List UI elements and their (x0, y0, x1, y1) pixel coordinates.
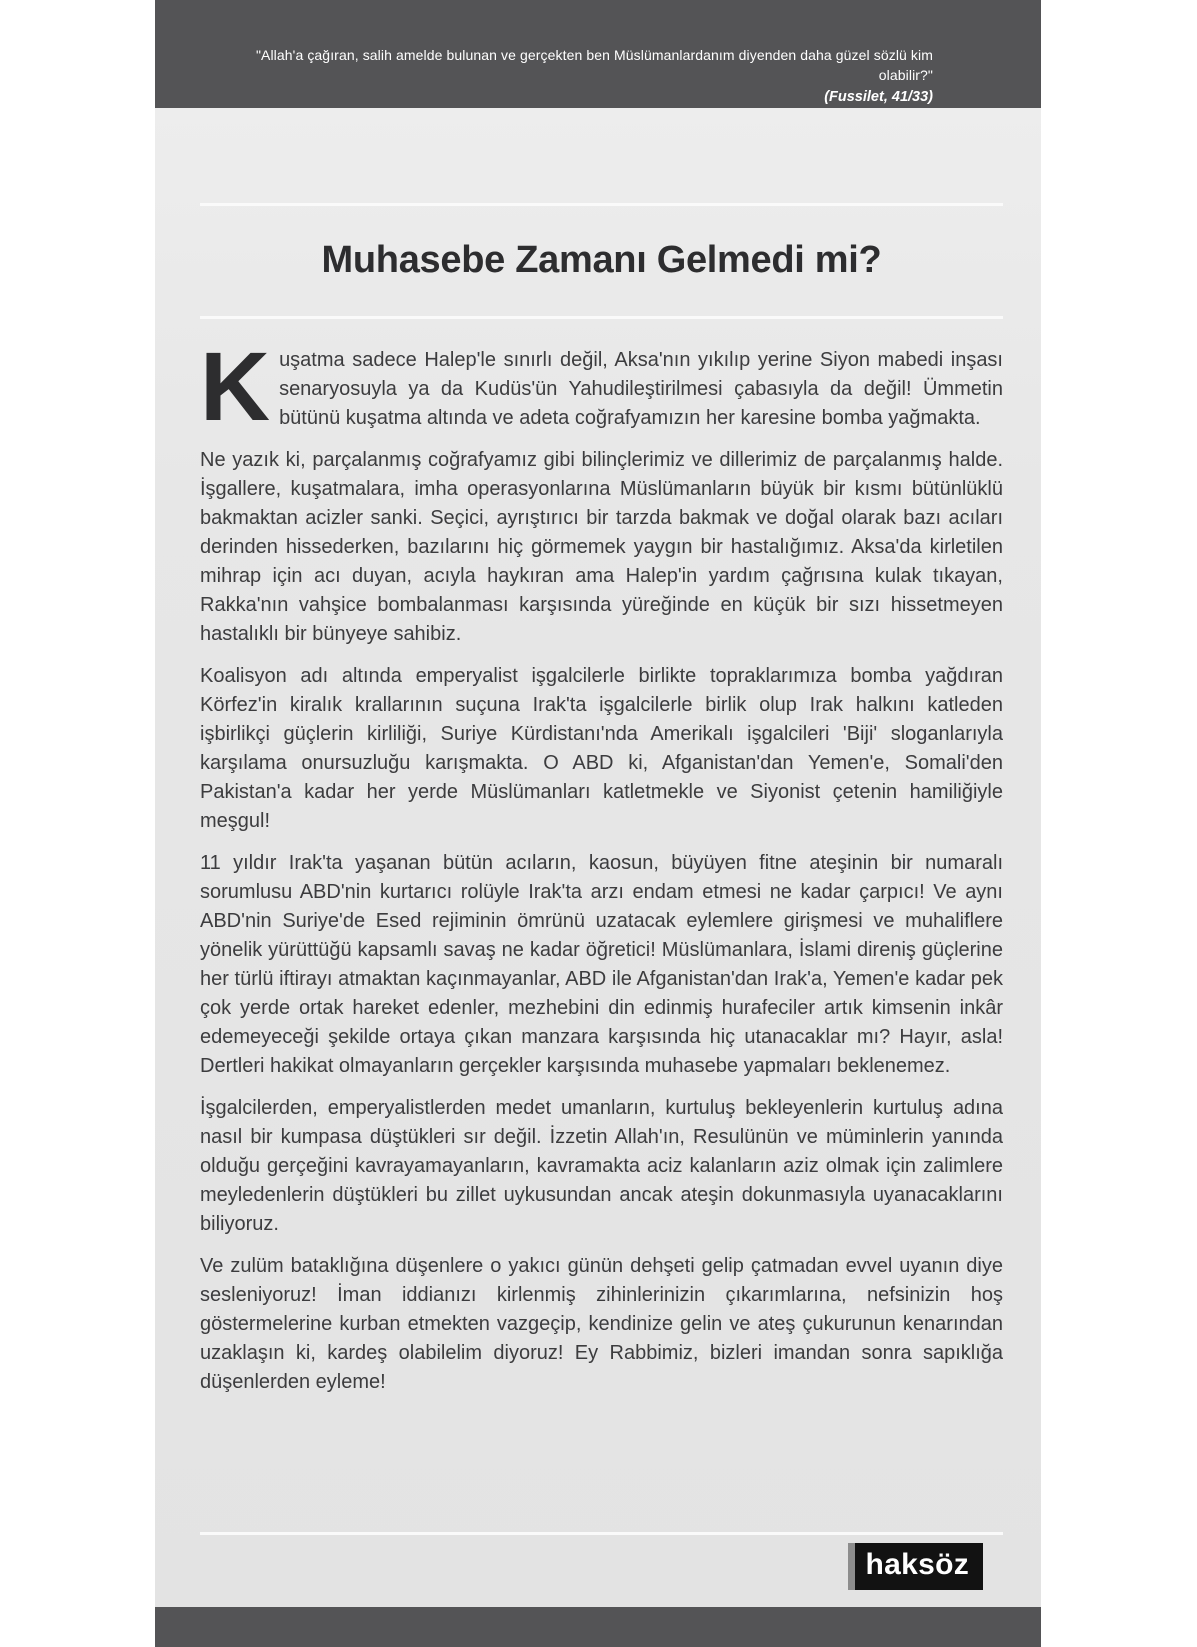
dropcap-letter: K (200, 332, 271, 441)
logo-accent-strip (848, 1543, 855, 1590)
paragraph-lead-text: uşatma sadece Halep'le sınırlı değil, Aksa'nın yıkılıp yerine Siyon mabedi inşası senaryosuyla ya da Kudüs'ün Yahudileştirilmesi çabasıyla da değil! Ümmetin bütünü kuşatma altında ve adeta coğrafyamızın her karesine bomba yağmakta. (279, 349, 1003, 429)
paragraph: Ne yazık ki, parçalanmış coğrafyamız gibi bilinçlerimiz ve dillerimiz de parçalanmış halde. İşgallere, kuşatmalara, imha operasyonlarına Müslümanların büyük bir kısmı bütünlüklü bakmaktan acizler sanki. Seçici, ayrıştırıcı bir tarzda bakmak ve doğal olarak bazı acıları derinden hissederken, bazılarını hiç görmemek yaygın bir hastalığımız. Aksa'da kirletilen mihrap için acı duyan, acıyla haykıran ama Halep'in yardım çağrısına kulak tıkayan, Rakka'nın vahşice bombalanması karşısında yüreğinde en küçük bir sızı hissetmeyen hastalıklı bir bünyeye sahibiz. (200, 449, 1003, 645)
header-quote-bar (155, 0, 1041, 108)
title-divider-bottom (200, 316, 1003, 319)
logo-row (200, 1543, 983, 1590)
quran-quote: "Allah'a çağıran, salih amelde bulunan ve gerçekten ben Müslümanlardanım diyenden daha güzel sözlü kim olabilir?" (255, 47, 933, 84)
footer-dark-bar (155, 1607, 1041, 1647)
footer-divider (200, 1532, 1003, 1535)
paragraph: 11 yıldır Irak'ta yaşanan bütün acıların, kaosun, büyüyen fitne ateşinin bir numaralı sorumlusu ABD'nin kurtarıcı rolüyle Irak'ta arzı endam etmesi ne kadar çarpıcı! Ve aynı ABD'nin Suriye'de Esed rejiminin ömrünü uzatacak eylemlere girişmesi ve muhaliflere yönelik yürüttüğü kapsamlı savaş ne kadar öğretici! Müslümanlara, İslami direniş güçlerine her türlü iftirayı atmaktan kaçınmayanlar, ABD ile Afganistan'dan Irak'a, Yemen'e kadar pek çok yerde ortak hareket edenler, mezhebini din edinmiş hurafeciler artık kimsenin inkâr edemeyeceği şekilde ortaya çıkan manzara karşısında hiç utanacaklar mı? Hayır, asla! Dertleri hakikat olmayanların gerçekler karşısında muhasebe yapmaları beklenemez. (200, 852, 1003, 1077)
quote-reference: (Fussilet, 41/33) (824, 88, 933, 105)
article-title: Muhasebe Zamanı Gelmedi mi? (321, 239, 882, 281)
page-footer (200, 1532, 1003, 1590)
paragraph: Koalisyon adı altında emperyalist işgalcilerle birlikte topraklarımıza bomba yağdıran Körfez'in kiralık krallarının suçuna Irak'ta işgalcilerle birlik olup Irak halkını katleden işbirlikçi güçlerin kirliliği, Suriye Kürdistanı'nda Amerikalı işgalcileri 'Biji' sloganlarıyla karşılama onursuzluğu karışmakta. O ABD ki, Afganistan'dan Yemen'e, Somali'den Pakistan'a kadar her yerde Müslümanları katletmekle ve Siyonist çetenin hamiliğiyle meşgul! (200, 665, 1003, 832)
paragraph: Ve zulüm bataklığına düşenlere o yakıcı günün dehşeti gelip çatmadan evvel uyanın diye sesleniyoruz! İman iddianızı kirlenmiş zihinlerinizin çıkarımlarına, nefsinizin hoş göstermelerine kurban etmekten vazgeçip, kendinize gelin ve ateş çukurunun kenarından uzaklaşın ki, kardeş olabilelim diyoruz! Ey Rabbimiz, bizleri imandan sonra sapıklığa düşenlerden eyleme! (200, 1255, 1003, 1393)
article-body (200, 332, 1003, 1410)
logo-text: haksöz (865, 1547, 969, 1581)
title-divider-top (200, 203, 1003, 206)
magazine-page (155, 0, 1041, 1647)
haksoz-logo (848, 1543, 983, 1590)
paragraph: İşgalcilerden, emperyalistlerden medet umanların, kurtuluş bekleyenlerin kurtuluş adına nasıl bir kumpasa düştükleri sır değil. İzzetin Allah'ın, Resulünün ve müminlerin yanında olduğu gerçeğini kavrayamayanların, kavramakta aciz kalanların aziz olmak için zalimlere meyledenlerin düştükleri bu zillet uykusundan ancak ateşin dokunmasıyla uyanacaklarını biliyoruz. (200, 1097, 1003, 1235)
page-body (155, 108, 1041, 1607)
paragraph-lead (200, 332, 1003, 441)
title-block (200, 203, 1003, 319)
